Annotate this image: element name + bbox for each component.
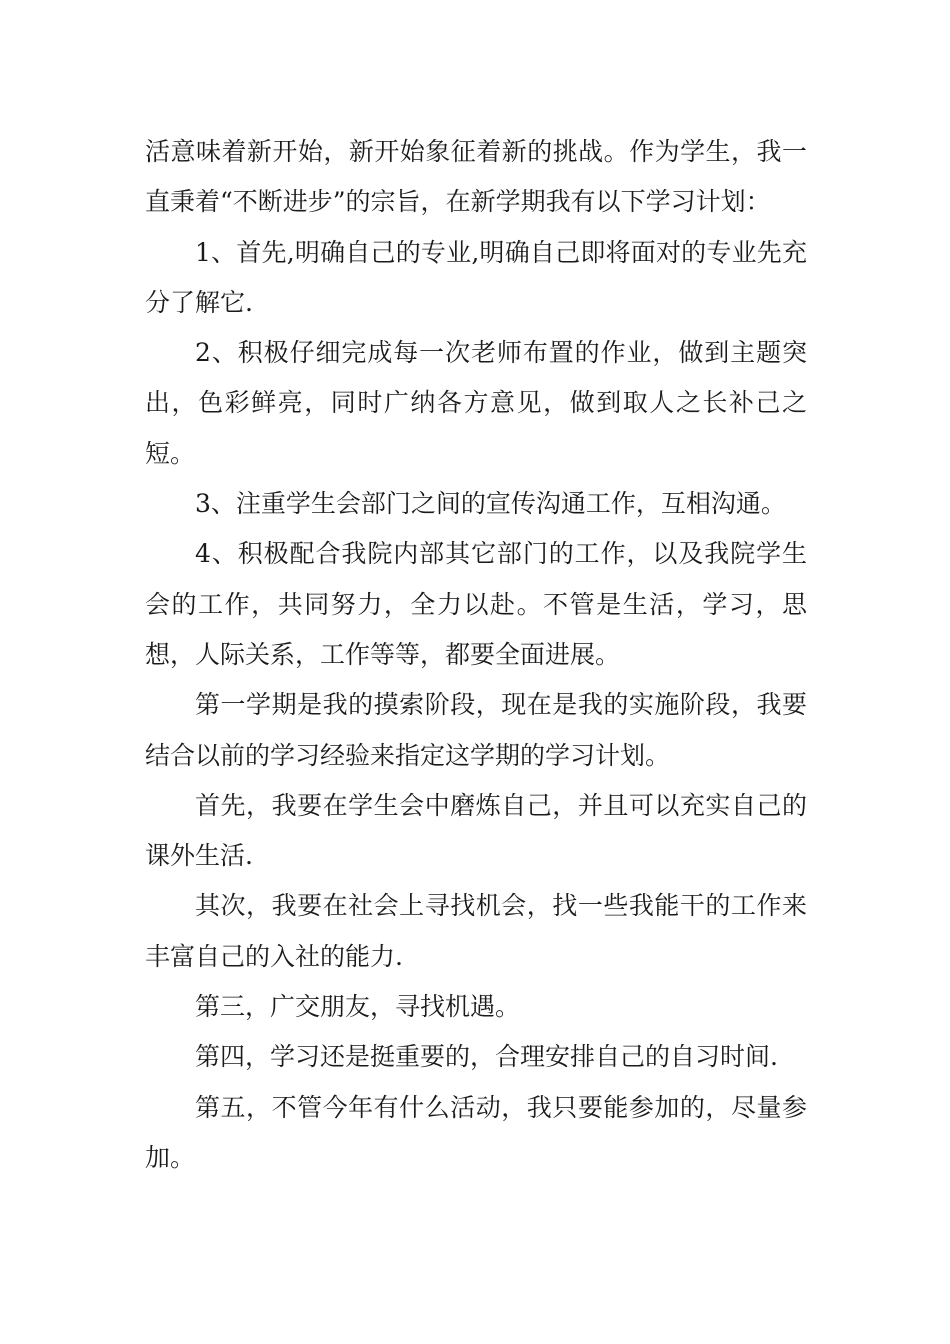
paragraph-fourthly: 第四，学习还是挺重要的，合理安排自己的自习时间. [195,1042,778,1072]
paragraph-plan-item-2: 2、积极仔细完成每一次老师布置的作业，做到主题突出，色彩鲜亮，同时广纳各方意见，做到取人之长补己之短。 [145,338,807,468]
paragraph-first-semester: 第一学期是我的摸索阶段，现在是我的实施阶段，我要结合以前的学习经验来指定这学期的学习计划。 [145,690,807,770]
document-body [145,127,807,1183]
paragraph-firstly: 首先，我要在学生会中磨炼自己，并且可以充实自己的课外生活. [145,790,807,871]
paragraph-plan-item-1: 1、首先,明确自己的专业,明确自己即将面对的专业先充分了解它. [145,237,807,317]
paragraph-fifthly: 第五，不管今年有什么活动，我只要能参加的，尽量参加。 [145,1092,807,1172]
paragraph-plan-item-3: 3、注重学生会部门之间的宣传沟通工作，互相沟通。 [195,489,786,519]
paragraph-plan-item-4: 4、积极配合我院内部其它部门的工作，以及我院学生会的工作，共同努力，全力以赴。不管是生活，学习，思想，人际关系，工作等等，都要全面进展。 [145,539,807,669]
paragraph-secondly: 其次，我要在社会上寻找机会，找一些我能干的工作来丰富自己的入社的能力. [145,891,807,971]
paragraph-thirdly: 第三，广交朋友，寻找机遇。 [195,992,521,1022]
paragraph-continuation: 活意味着新开始，新开始象征着新的挑战。作为学生，我一直秉着“不断进步”的宗旨，在新学期我有以下学习计划： [145,137,807,217]
